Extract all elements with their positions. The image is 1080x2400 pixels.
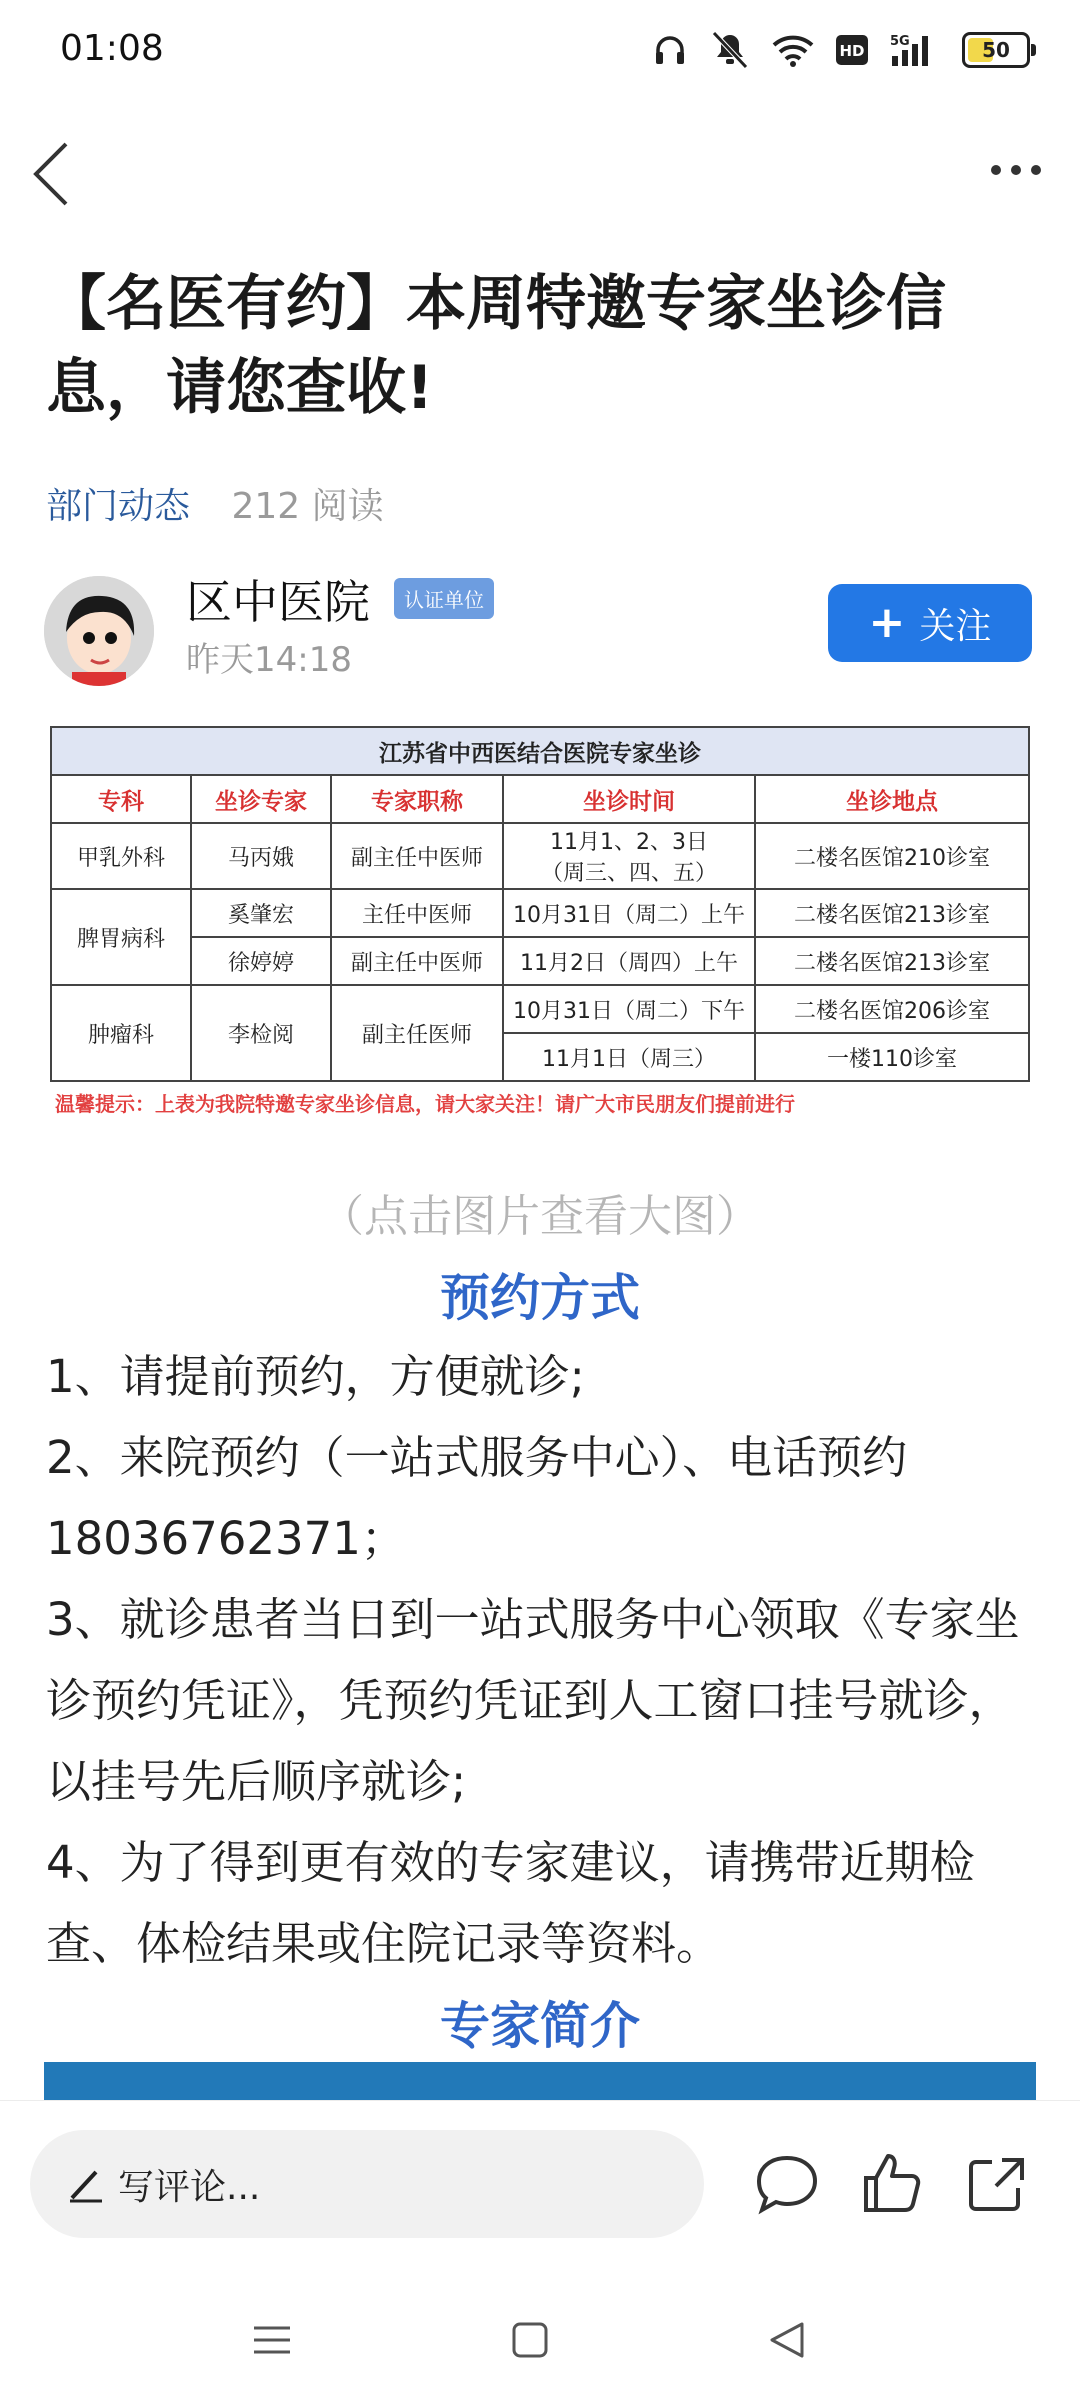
more-options-icon[interactable]: [986, 150, 1046, 190]
read-count: 212 阅读: [231, 486, 384, 527]
schedule-table: [50, 726, 1030, 1122]
section-heading-appointment: 预约方式: [440, 1269, 640, 1327]
cell-time: 11月2日（周四）上午: [503, 937, 755, 985]
follow-button[interactable]: [828, 584, 1032, 662]
article-body: [46, 1336, 1036, 1984]
menu-icon[interactable]: [254, 2328, 290, 2352]
back-triangle-icon[interactable]: [772, 2324, 802, 2356]
col-header: 坐诊专家: [191, 775, 331, 823]
table-row: [51, 823, 1029, 889]
col-header: 坐诊地点: [755, 775, 1029, 823]
table-header-row: [51, 775, 1029, 823]
cell-title: 主任中医师: [331, 889, 503, 937]
wifi-icon: [772, 33, 814, 67]
verified-badge: 认证单位: [394, 578, 494, 619]
battery-level: 50: [982, 38, 1010, 62]
cell-time: 11月1日（周三）: [503, 1033, 755, 1081]
hd-icon: [836, 35, 868, 65]
article-meta: [46, 478, 384, 529]
cell-place: 二楼名医馆213诊室: [755, 889, 1029, 937]
cell-dept: 甲乳外科: [51, 823, 191, 889]
body-paragraph: 2、来院预约（一站式服务中心）、电话预约18036762371；: [46, 1431, 908, 1565]
signal-5g-icon: [890, 32, 940, 68]
home-icon[interactable]: [514, 2324, 546, 2356]
cell-time: 10月31日（周二）上午: [503, 889, 755, 937]
col-header: 坐诊时间: [503, 775, 755, 823]
back-icon[interactable]: [22, 138, 82, 210]
expert-banner-image[interactable]: [44, 2062, 1036, 2102]
cell-expert: 徐婷婷: [191, 937, 331, 985]
cell-place: 二楼名医馆206诊室: [755, 985, 1029, 1033]
share-icon[interactable]: [962, 2148, 1032, 2218]
cell-place: 二楼名医馆213诊室: [755, 937, 1029, 985]
body-paragraph: 3、就诊患者当日到一站式服务中心领取《专家坐诊预约凭证》，凭预约凭证到人工窗口挂号就诊，以挂号先后顺序就诊;: [46, 1593, 1020, 1808]
system-nav-bar: [0, 2280, 1080, 2400]
cell-place: 一楼110诊室: [755, 1033, 1029, 1081]
cell-dept: 肿瘤科: [51, 985, 191, 1081]
body-paragraph: 4、为了得到更有效的专家建议，请携带近期检查、体检结果或住院记录等资料。: [46, 1836, 975, 1970]
post-time: 昨天14:18: [186, 640, 352, 680]
table-row: [51, 937, 1029, 985]
status-time: 01:08: [60, 28, 164, 69]
avatar-cartoon-icon: [44, 576, 154, 686]
section-heading-experts: 专家简介: [440, 1997, 640, 2055]
network-label: 5G: [890, 34, 910, 49]
cell-time-line2: （周三、四、五）: [540, 861, 717, 886]
image-hint: （点击图片查看大图）: [320, 1191, 760, 1242]
cell-expert: 李检阅: [191, 985, 331, 1081]
author-name[interactable]: 区中医院: [186, 575, 370, 629]
comment-input[interactable]: [30, 2130, 704, 2238]
cell-expert: 奚肇宏: [191, 889, 331, 937]
schedule-image[interactable]: [50, 718, 1032, 1142]
cell-time: [503, 823, 755, 889]
plus-icon: +: [868, 597, 906, 648]
article-title: 【名医有约】本周特邀专家坐诊信息，请您查收!: [46, 269, 946, 423]
avatar[interactable]: [44, 576, 154, 686]
mute-icon: [710, 31, 750, 69]
cell-expert: 马丙娥: [191, 823, 331, 889]
battery-icon: [962, 32, 1030, 68]
cell-place: 二楼名医馆210诊室: [755, 823, 1029, 889]
follow-label: 关注: [919, 605, 992, 647]
hd-label: HD: [839, 42, 865, 60]
body-paragraph: 1、请提前预约，方便就诊;: [46, 1350, 585, 1403]
cell-title: 副主任医师: [331, 985, 503, 1081]
comment-icon[interactable]: [752, 2148, 822, 2218]
like-icon[interactable]: [856, 2148, 926, 2218]
col-header: 专科: [51, 775, 191, 823]
pencil-icon: [66, 2164, 106, 2204]
department-link[interactable]: 部门动态: [46, 486, 191, 527]
table-row: [51, 985, 1029, 1033]
cell-title: 副主任中医师: [331, 937, 503, 985]
table-row: [51, 889, 1029, 937]
cell-time-line1: 11月1、2、3日: [550, 830, 708, 855]
cell-dept: 脾胃病科: [51, 889, 191, 985]
cell-title: 副主任中医师: [331, 823, 503, 889]
cell-time: 10月31日（周二）下午: [503, 985, 755, 1033]
schedule-caption: 江苏省中西医结合医院专家坐诊: [51, 727, 1029, 775]
status-icons: [652, 22, 1030, 78]
schedule-tip: 温馨提示：上表为我院特邀专家坐诊信息，请大家关注！请广大市民朋友们提前进行: [55, 1091, 795, 1116]
comment-placeholder: 写评论...: [118, 2166, 261, 2208]
col-header: 专家职称: [331, 775, 503, 823]
headphones-icon: [652, 32, 688, 68]
